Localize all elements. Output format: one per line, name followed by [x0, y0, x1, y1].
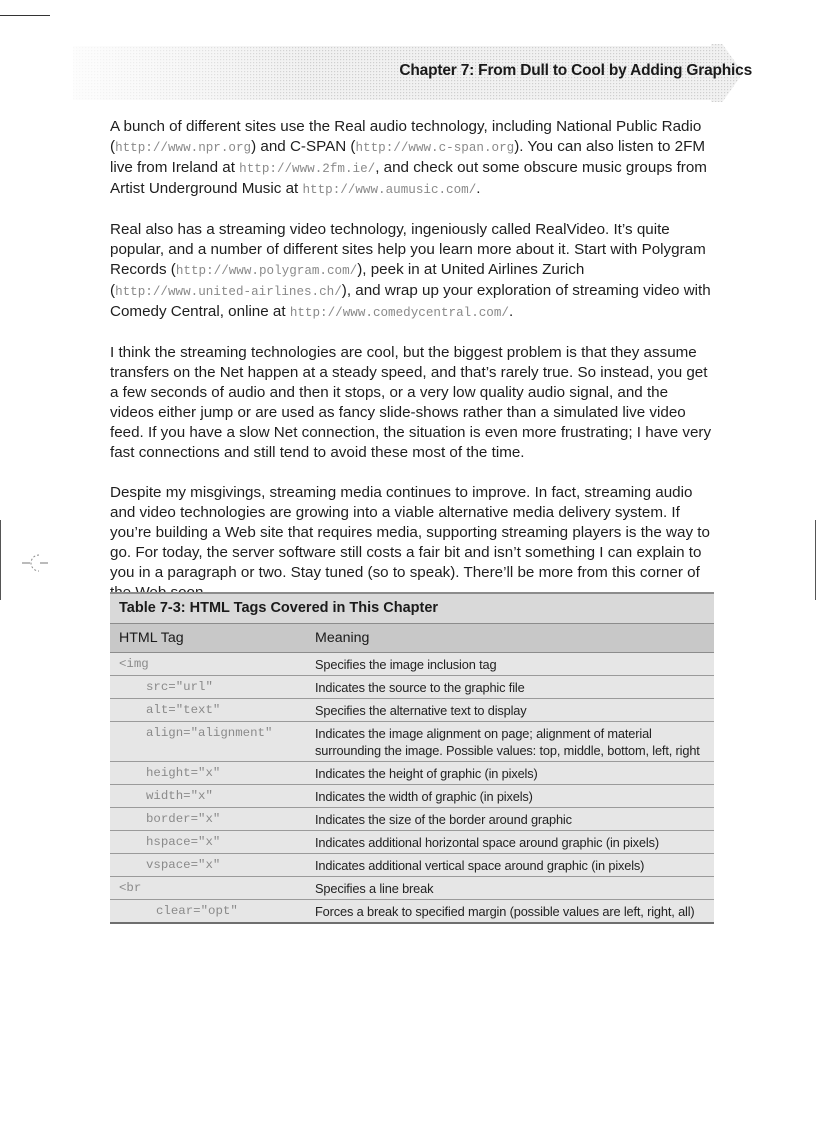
paragraph-text: , and check out some obscure music groups from Artist Underground Music at: [110, 159, 707, 197]
paragraph-text: ), peek in at United Airlines Zurich (: [110, 261, 585, 299]
table-row: [110, 877, 714, 900]
url-text: http://www.aumusic.com/: [302, 183, 477, 197]
paragraph-text: Real also has a streaming video technology, ingeniously called RealVideo. It’s quite popular, and a number of different sites help you learn more about it. Start with Polygram Records (: [110, 221, 706, 278]
cell-html-tag: hspace="x": [146, 835, 221, 849]
url-text: http://www.united-airlines.ch/: [115, 285, 342, 299]
cell-meaning: Indicates additional horizontal space around graphic (in pixels): [315, 835, 659, 850]
paragraph-text: Despite my misgivings, streaming media continues to improve. In fact, streaming audio and video technologies are growing into a viable alternative media delivery system. If you’re building a Web site that requires media, supporting streaming players is the way to go. For today, the server software still costs a fair bit and isn’t something I can explain to you in a paragraph or two. Stay tuned (so to speak). There’ll be more from this corner of: [110, 484, 710, 581]
paragraph-text: .: [508, 303, 514, 320]
paragraph-text: ) and C-SPAN (: [251, 138, 356, 155]
url-text: http://www.2fm.ie/: [239, 162, 376, 176]
table-row: [110, 808, 714, 831]
cell-html-tag: border="x": [146, 812, 221, 826]
cell-html-tag: align="alignment": [146, 726, 273, 740]
column-header-tag: HTML Tag: [119, 630, 184, 646]
column-header-meaning: Meaning: [315, 630, 370, 646]
corner-rule: [0, 15, 50, 16]
cell-html-tag: src="url": [146, 680, 213, 694]
body-text: [110, 117, 715, 623]
url-text: http://www.polygram.com/: [175, 264, 358, 278]
paragraph-text: I think the streaming technologies are cool, but the biggest problem is that they assume transfers on the Net happen at a steady speed, and that’s rarely true. So instead, you get a few seconds of audio and then it stops, or a very low quality audio signal, and the videos either jump or are used as fancy slide-shows rather than a simulated live video feed. If you have a slow Net connection, the situation is even more frustrating; I have very fast connections and still tend to avoid these most of the time.: [110, 344, 712, 461]
table-row: [110, 762, 714, 785]
crop-target-mark: [22, 550, 48, 576]
table-row: [110, 900, 714, 924]
html-tags-table: [110, 592, 714, 924]
table-row: [110, 722, 714, 762]
table-title: Table 7-3: HTML Tags Covered in This Chapter: [110, 592, 714, 623]
table-header-row: [110, 623, 714, 653]
cell-html-tag: vspace="x": [146, 858, 221, 872]
paragraph-text: .: [476, 180, 481, 197]
cell-meaning: Indicates the size of the border around graphic: [315, 812, 572, 827]
paragraph-text: ). You can also listen to 2FM live from Ireland at: [110, 138, 705, 176]
table-row: [110, 699, 714, 722]
paragraph: [110, 343, 715, 463]
table-row: [110, 854, 714, 877]
cell-html-tag: width="x": [146, 789, 213, 803]
paragraph: [110, 117, 715, 200]
paragraph-text: A bunch of different sites use the Real audio technology, including National Public Radio (: [110, 118, 702, 155]
table-row: [110, 785, 714, 808]
table-row: [110, 831, 714, 854]
paragraph: [110, 483, 715, 603]
cell-html-tag: <img: [119, 657, 149, 671]
url-text: http://www.c-span.org: [355, 141, 515, 155]
cell-meaning: Indicates the source to the graphic file: [315, 680, 525, 695]
table-body: [110, 653, 714, 924]
paragraph-text: ), and wrap up your exploration of streaming video with Comedy Central, online at: [110, 282, 711, 320]
table-row: [110, 676, 714, 699]
url-text: http://www.npr.org: [115, 141, 252, 155]
url-text: http://www.comedycentral.com/: [289, 306, 509, 320]
cell-meaning: Specifies a line break: [315, 881, 434, 896]
cell-meaning: Indicates additional vertical space around graphic (in pixels): [315, 858, 645, 873]
left-margin-mark: [0, 520, 1, 600]
cell-html-tag: alt="text": [146, 703, 221, 717]
cell-html-tag: <br: [119, 881, 142, 895]
cell-meaning: Specifies the image inclusion tag: [315, 657, 497, 672]
chapter-title: Chapter 7: From Dull to Cool by Adding Graphics: [399, 62, 752, 79]
cell-meaning: Indicates the height of graphic (in pixels): [315, 766, 538, 781]
cell-html-tag: height="x": [146, 766, 221, 780]
cell-meaning: Specifies the alternative text to display: [315, 703, 527, 718]
paragraph: [110, 220, 715, 323]
cell-meaning: Indicates the width of graphic (in pixels): [315, 789, 533, 804]
cell-meaning: Indicates the image alignment on page; alignment of material surrounding the image. Possible values: top, middle, bottom, left, right: [315, 726, 700, 758]
table-row: [110, 653, 714, 676]
cell-html-tag: clear="opt": [156, 904, 238, 918]
cell-meaning: Forces a break to specified margin (possible values are left, right, all): [315, 904, 695, 919]
